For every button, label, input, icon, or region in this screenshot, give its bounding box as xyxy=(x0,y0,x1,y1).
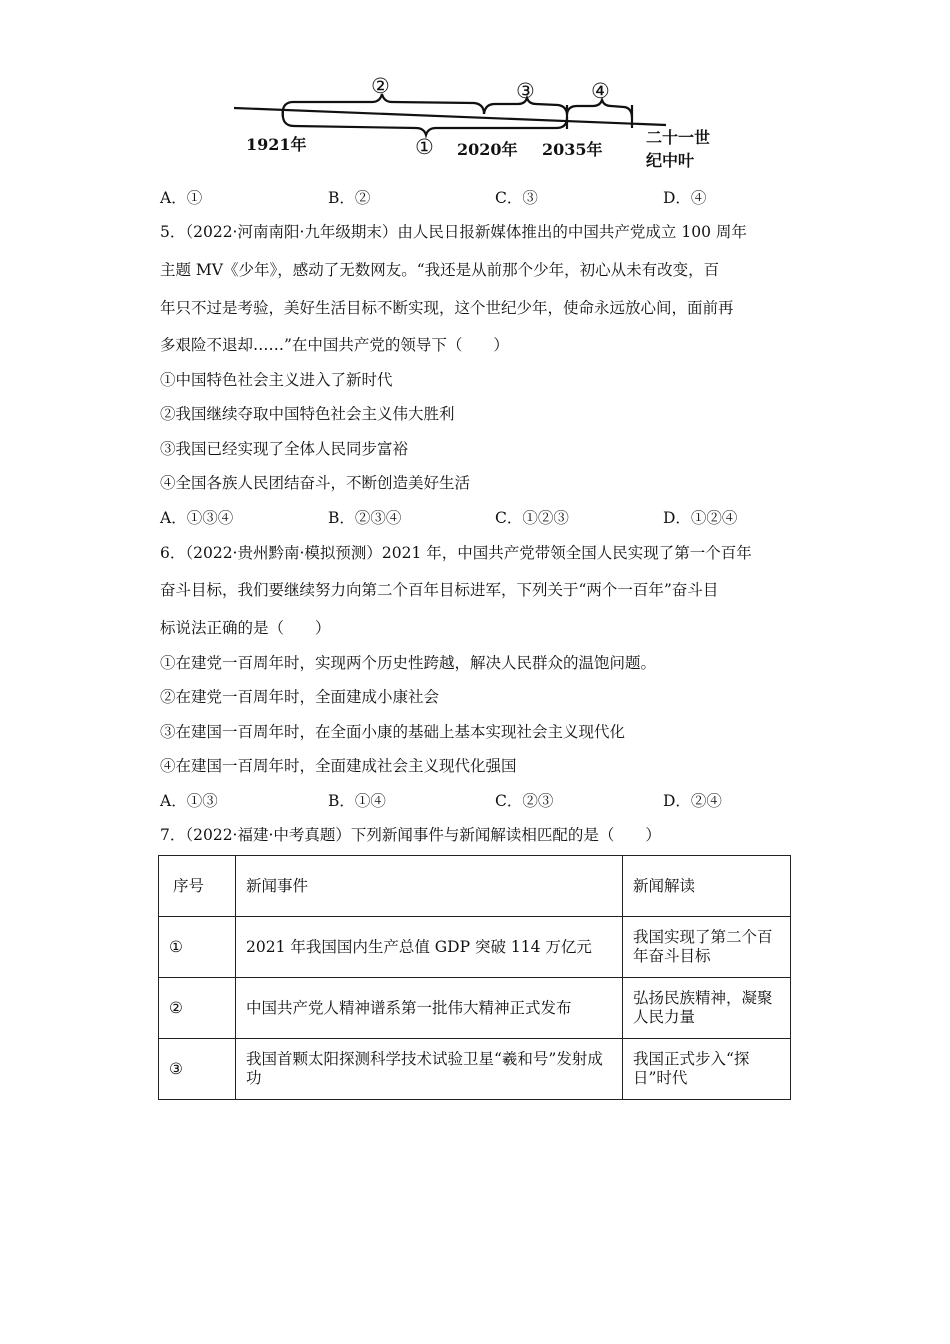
year-2020: 2020年 xyxy=(457,140,518,159)
row-event: 2021 年我国国内生产总值 GDP 突破 114 万亿元 xyxy=(236,917,623,978)
q5-option-a[interactable]: A．①③④ xyxy=(160,509,234,527)
q4-option-c[interactable]: C．③ xyxy=(495,189,538,207)
q6-option-b[interactable]: B．①④ xyxy=(328,792,386,810)
q4-option-d[interactable]: D．④ xyxy=(663,189,707,207)
row-interpretation: 弘扬民族精神，凝聚人民力量 xyxy=(623,978,791,1039)
q6-item-2: ②在建党一百周年时，全面建成小康社会 xyxy=(160,688,440,706)
q5-option-c[interactable]: C．①②③ xyxy=(495,509,569,527)
table-header-row xyxy=(159,856,791,917)
q6-option-d[interactable]: D．②④ xyxy=(663,792,722,810)
q5-stem-line2: 主题 MV《少年》，感动了无数网友。“我还是从前那个少年，初心从未有改变，百 xyxy=(160,261,720,279)
row-interpretation: 我国正式步入“探日”时代 xyxy=(623,1039,791,1100)
label-circle-3: ③ xyxy=(516,79,535,103)
table-row xyxy=(159,978,791,1039)
row-index: ① xyxy=(159,917,236,978)
q6-item-3: ③在建国一百周年时，在全面小康的基础上基本实现社会主义现代化 xyxy=(160,723,626,741)
header-index: 序号 xyxy=(159,856,236,917)
q4-option-a[interactable]: A．① xyxy=(160,189,203,207)
row-index: ② xyxy=(159,978,236,1039)
q6-item-4: ④在建国一百周年时，全面建成社会主义现代化强国 xyxy=(160,757,517,775)
q5-item-1: ①中国特色社会主义进入了新时代 xyxy=(160,371,393,389)
q4-option-b[interactable]: B．② xyxy=(328,189,371,207)
q6-stem-line3: 标说法正确的是（ ） xyxy=(160,619,331,637)
q6-option-a[interactable]: A．①③ xyxy=(160,792,218,810)
table-row xyxy=(159,1039,791,1100)
q5-stem-line3: 年只不过是考验，美好生活目标不断实现，这个世纪少年，使命永远放心间，面前再 xyxy=(160,299,734,317)
q6-stem-line2: 奋斗目标，我们要继续努力向第二个百年目标进军，下列关于“两个一百年”奋斗目 xyxy=(160,581,719,599)
label-circle-4: ④ xyxy=(591,79,610,103)
row-interpretation: 我国实现了第二个百年奋斗目标 xyxy=(623,917,791,978)
q5-option-d[interactable]: D．①②④ xyxy=(663,509,738,527)
q6-option-c[interactable]: C．②③ xyxy=(495,792,554,810)
year-2035: 2035年 xyxy=(542,140,603,159)
news-table xyxy=(158,855,791,1100)
row-index: ③ xyxy=(159,1039,236,1100)
century-label-line1: 二十一世 xyxy=(646,128,711,147)
q6-item-1: ①在建党一百周年时，实现两个历史性跨越，解决人民群众的温饱问题。 xyxy=(160,654,657,672)
q5-item-3: ③我国已经实现了全体人民同步富裕 xyxy=(160,440,409,458)
brace-1 xyxy=(283,110,567,135)
table-row xyxy=(159,917,791,978)
q7-stem: 7．（2022·福建·中考真题）下列新闻事件与新闻解读相匹配的是（ ） xyxy=(160,826,661,844)
q6-stem-line1: 6．（2022·贵州黔南·模拟预测）2021 年，中国共产党带领全国人民实现了第一个百年 xyxy=(160,544,752,562)
timeline-axis xyxy=(234,108,666,125)
label-circle-2: ② xyxy=(371,74,390,98)
header-interpretation: 新闻解读 xyxy=(623,856,791,917)
century-label-line2: 纪中叶 xyxy=(646,151,695,170)
row-event: 中国共产党人精神谱系第一批伟大精神正式发布 xyxy=(236,978,623,1039)
q5-item-2: ②我国继续夺取中国特色社会主义伟大胜利 xyxy=(160,405,455,423)
year-1921: 1921年 xyxy=(246,135,307,154)
row-event: 我国首颗太阳探测科学技术试验卫星“羲和号”发射成功 xyxy=(236,1039,623,1100)
q5-option-b[interactable]: B．②③④ xyxy=(328,509,402,527)
q5-stem-line4: 多艰险不退却……”在中国共产党的领导下（ ） xyxy=(160,336,509,354)
header-event: 新闻事件 xyxy=(236,856,623,917)
q5-stem-line1: 5．（2022·河南南阳·九年级期末）由人民日报新媒体推出的中国共产党成立 100 周年 xyxy=(160,223,747,241)
label-circle-1: ① xyxy=(415,135,434,159)
q5-item-4: ④全国各族人民团结奋斗，不断创造美好生活 xyxy=(160,474,471,492)
